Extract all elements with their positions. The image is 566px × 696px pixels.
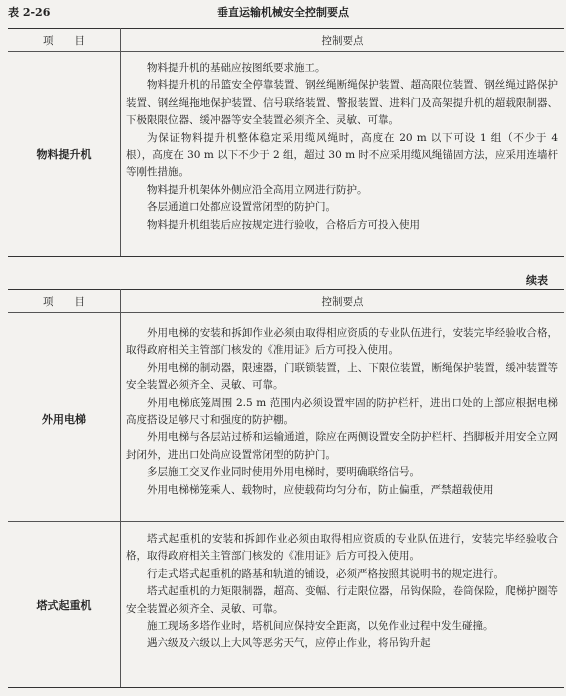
- control-point: 行走式塔式起重机的路基和轨道的铺设，必须严格按照其说明书的规定进行。: [147, 567, 504, 580]
- table-label: 表 2-26: [8, 6, 51, 19]
- control-point: 各层通道口处都应设置常闭型的防护门。: [147, 201, 336, 214]
- control-point: 为保证物料提升机整体稳定采用缆风绳时，高度在 20 m 以下可设 1 组（不少于 4 根），高度在 30 m 以下不少于 2 组，超过 30 m 时不应采用缆风绳锚固方法，应采用连墙杆等刚性措施。: [126, 131, 558, 179]
- control-points-tower-crane: [126, 531, 558, 653]
- control-point: 物料提升机架体外侧应沿全高用立网进行防护。: [147, 183, 368, 196]
- control-points-table-1: [8, 28, 564, 257]
- control-point: 外用电梯底笼周围 2.5 m 范围内必须设置牢固的防护栏杆，进出口处的上部应根据电梯高度搭设足够尺寸和强度的防护棚。: [126, 396, 558, 427]
- control-point: 物料提升机组装后应按规定进行验收，合格后方可投入使用: [147, 218, 420, 231]
- control-point: 物料提升机的吊篮安全停靠装置、钢丝绳断绳保护装置、超高限位装置、钢丝绳过路保护装置、钢丝绳拖地保护装置、信号联络装置、警报装置、进料门及高架提升机的超载限制器、下极限限位器、缓冲器等安全装置必须齐全、灵敏、可靠。: [126, 79, 558, 127]
- control-points-material-hoist: [126, 60, 558, 234]
- control-point: 施工现场多塔作业时，塔机间应保持安全距离，以免作业过程中发生碰撞。: [147, 620, 494, 633]
- control-points-table-2: [8, 289, 564, 689]
- row-label-material-hoist: 物料提升机: [36, 148, 92, 161]
- control-point: 塔式起重机的力矩限制器，超高、变幅、行走限位器，吊钩保险，卷筒保险，爬梯护圈等安全装置必须齐全、灵敏、可靠。: [126, 585, 558, 615]
- control-point: 遇六级及六级以上大风等恶劣天气，应停止作业，将吊钩升起: [147, 637, 431, 650]
- control-point: 多层施工交叉作业同时使用外用电梯时，要明确联络信号。: [147, 466, 420, 479]
- control-point: 塔式起重机的安装和拆卸作业必须由取得相应资质的专业队伍进行，安装完毕经验收合格，取得政府相关主管部门核发的《准用证》后方可投入使用。: [126, 533, 558, 563]
- column-header-item: 项 目: [43, 296, 85, 308]
- column-header-control-points: 控制要点: [321, 296, 364, 308]
- control-point: 物料提升机的基础应按图纸要求施工。: [147, 62, 326, 74]
- column-header-control-points: 控制要点: [321, 35, 364, 47]
- control-point: 外用电梯的安装和拆卸作业必须由取得相应资质的专业队伍进行，安装完毕经验收合格，取得政府相关主管部门核发的《准用证》后方可投入使用。: [126, 327, 558, 357]
- control-point: 外用电梯梯笼乘人、载物时，应使载荷均匀分布，防止偏重，严禁超载使用: [147, 483, 494, 496]
- table-title: 垂直运输机械安全控制要点: [217, 6, 349, 19]
- continued-label: 续表: [526, 274, 548, 287]
- control-point: 外用电梯的制动器，限速器，门联锁装置，上、下限位装置，断绳保护装置，缓冲装置等安全装置必须齐全、灵敏、可靠。: [126, 361, 558, 392]
- row-label-tower-crane: 塔式起重机: [36, 599, 92, 612]
- row-label-external-elevator: 外用电梯: [42, 413, 86, 426]
- control-point: 外用电梯与各层站过桥和运输通道，除应在两侧设置安全防护栏杆、挡脚板并用安全立网封闭外，进出口处尚应设置常闭型的防护门。: [126, 431, 558, 461]
- column-header-item: 项 目: [43, 35, 85, 47]
- control-points-external-elevator: [126, 325, 558, 499]
